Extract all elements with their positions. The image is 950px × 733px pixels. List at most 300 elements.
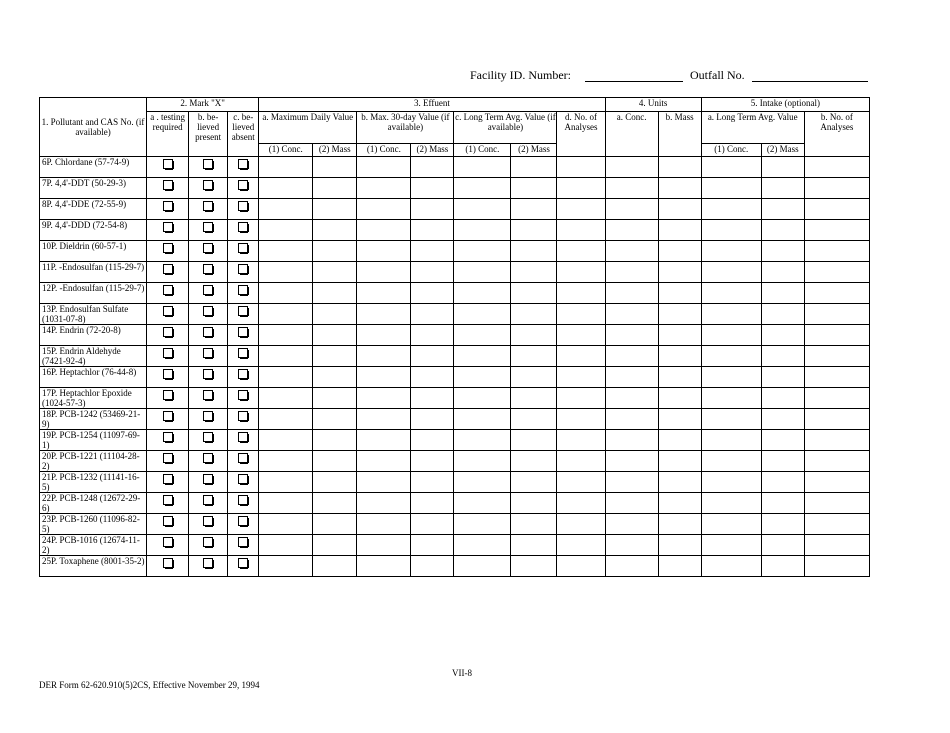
value-cell[interactable] <box>701 535 761 556</box>
value-cell[interactable] <box>259 388 313 409</box>
value-cell[interactable] <box>804 514 869 535</box>
value-cell[interactable] <box>605 367 658 388</box>
value-cell[interactable] <box>511 535 557 556</box>
value-cell[interactable] <box>511 451 557 472</box>
value-cell[interactable] <box>259 241 313 262</box>
value-cell[interactable] <box>761 430 804 451</box>
value-cell[interactable] <box>701 346 761 367</box>
value-cell[interactable] <box>411 430 454 451</box>
value-cell[interactable] <box>313 178 357 199</box>
value-cell[interactable] <box>259 472 313 493</box>
value-cell[interactable] <box>761 304 804 325</box>
value-cell[interactable] <box>761 367 804 388</box>
value-cell[interactable] <box>605 283 658 304</box>
value-cell[interactable] <box>804 325 869 346</box>
value-cell[interactable] <box>313 451 357 472</box>
value-cell[interactable] <box>701 409 761 430</box>
value-cell[interactable] <box>357 325 411 346</box>
value-cell[interactable] <box>357 409 411 430</box>
believed-absent-checkbox[interactable] <box>238 180 248 190</box>
believed-present-checkbox[interactable] <box>203 264 213 274</box>
value-cell[interactable] <box>313 388 357 409</box>
value-cell[interactable] <box>658 535 701 556</box>
believed-present-checkbox[interactable] <box>203 453 213 463</box>
testing-required-checkbox[interactable] <box>163 558 173 568</box>
value-cell[interactable] <box>557 514 605 535</box>
value-cell[interactable] <box>557 304 605 325</box>
value-cell[interactable] <box>259 178 313 199</box>
value-cell[interactable] <box>804 199 869 220</box>
value-cell[interactable] <box>804 451 869 472</box>
value-cell[interactable] <box>658 388 701 409</box>
value-cell[interactable] <box>605 199 658 220</box>
value-cell[interactable] <box>658 409 701 430</box>
value-cell[interactable] <box>557 157 605 178</box>
value-cell[interactable] <box>804 556 869 577</box>
value-cell[interactable] <box>313 304 357 325</box>
value-cell[interactable] <box>411 220 454 241</box>
value-cell[interactable] <box>411 367 454 388</box>
value-cell[interactable] <box>411 283 454 304</box>
value-cell[interactable] <box>511 346 557 367</box>
testing-required-checkbox[interactable] <box>163 180 173 190</box>
value-cell[interactable] <box>259 409 313 430</box>
value-cell[interactable] <box>357 451 411 472</box>
value-cell[interactable] <box>511 199 557 220</box>
believed-present-checkbox[interactable] <box>203 348 213 358</box>
value-cell[interactable] <box>357 430 411 451</box>
value-cell[interactable] <box>658 346 701 367</box>
value-cell[interactable] <box>511 241 557 262</box>
outfall-field[interactable] <box>752 81 868 82</box>
value-cell[interactable] <box>454 409 511 430</box>
value-cell[interactable] <box>605 178 658 199</box>
value-cell[interactable] <box>411 241 454 262</box>
value-cell[interactable] <box>557 178 605 199</box>
value-cell[interactable] <box>313 472 357 493</box>
value-cell[interactable] <box>605 157 658 178</box>
value-cell[interactable] <box>511 367 557 388</box>
value-cell[interactable] <box>511 409 557 430</box>
value-cell[interactable] <box>313 346 357 367</box>
value-cell[interactable] <box>511 304 557 325</box>
believed-absent-checkbox[interactable] <box>238 348 248 358</box>
value-cell[interactable] <box>761 556 804 577</box>
believed-present-checkbox[interactable] <box>203 327 213 337</box>
believed-absent-checkbox[interactable] <box>238 516 248 526</box>
testing-required-checkbox[interactable] <box>163 474 173 484</box>
value-cell[interactable] <box>411 346 454 367</box>
value-cell[interactable] <box>658 157 701 178</box>
value-cell[interactable] <box>357 514 411 535</box>
value-cell[interactable] <box>605 514 658 535</box>
value-cell[interactable] <box>605 430 658 451</box>
value-cell[interactable] <box>761 262 804 283</box>
value-cell[interactable] <box>701 556 761 577</box>
facility-id-field[interactable] <box>585 81 683 82</box>
believed-absent-checkbox[interactable] <box>238 264 248 274</box>
value-cell[interactable] <box>313 367 357 388</box>
value-cell[interactable] <box>761 178 804 199</box>
believed-present-checkbox[interactable] <box>203 537 213 547</box>
value-cell[interactable] <box>701 199 761 220</box>
value-cell[interactable] <box>804 220 869 241</box>
value-cell[interactable] <box>605 262 658 283</box>
value-cell[interactable] <box>557 262 605 283</box>
value-cell[interactable] <box>357 346 411 367</box>
value-cell[interactable] <box>658 472 701 493</box>
value-cell[interactable] <box>658 556 701 577</box>
value-cell[interactable] <box>313 514 357 535</box>
value-cell[interactable] <box>454 157 511 178</box>
believed-present-checkbox[interactable] <box>203 474 213 484</box>
value-cell[interactable] <box>259 514 313 535</box>
value-cell[interactable] <box>761 241 804 262</box>
value-cell[interactable] <box>761 409 804 430</box>
value-cell[interactable] <box>259 283 313 304</box>
value-cell[interactable] <box>313 325 357 346</box>
testing-required-checkbox[interactable] <box>163 222 173 232</box>
value-cell[interactable] <box>701 514 761 535</box>
value-cell[interactable] <box>259 157 313 178</box>
value-cell[interactable] <box>259 493 313 514</box>
believed-present-checkbox[interactable] <box>203 369 213 379</box>
testing-required-checkbox[interactable] <box>163 411 173 421</box>
believed-absent-checkbox[interactable] <box>238 159 248 169</box>
value-cell[interactable] <box>658 367 701 388</box>
value-cell[interactable] <box>454 262 511 283</box>
value-cell[interactable] <box>804 283 869 304</box>
value-cell[interactable] <box>313 493 357 514</box>
value-cell[interactable] <box>701 451 761 472</box>
value-cell[interactable] <box>357 304 411 325</box>
value-cell[interactable] <box>761 199 804 220</box>
value-cell[interactable] <box>454 472 511 493</box>
value-cell[interactable] <box>357 220 411 241</box>
value-cell[interactable] <box>701 262 761 283</box>
believed-present-checkbox[interactable] <box>203 390 213 400</box>
value-cell[interactable] <box>259 199 313 220</box>
value-cell[interactable] <box>658 304 701 325</box>
value-cell[interactable] <box>511 472 557 493</box>
believed-absent-checkbox[interactable] <box>238 558 248 568</box>
value-cell[interactable] <box>357 283 411 304</box>
value-cell[interactable] <box>511 178 557 199</box>
value-cell[interactable] <box>511 388 557 409</box>
value-cell[interactable] <box>701 472 761 493</box>
believed-present-checkbox[interactable] <box>203 411 213 421</box>
value-cell[interactable] <box>259 346 313 367</box>
value-cell[interactable] <box>605 220 658 241</box>
value-cell[interactable] <box>761 283 804 304</box>
value-cell[interactable] <box>411 157 454 178</box>
testing-required-checkbox[interactable] <box>163 327 173 337</box>
value-cell[interactable] <box>658 199 701 220</box>
believed-absent-checkbox[interactable] <box>238 432 248 442</box>
value-cell[interactable] <box>357 199 411 220</box>
believed-absent-checkbox[interactable] <box>238 495 248 505</box>
value-cell[interactable] <box>259 367 313 388</box>
value-cell[interactable] <box>313 556 357 577</box>
testing-required-checkbox[interactable] <box>163 348 173 358</box>
value-cell[interactable] <box>761 514 804 535</box>
value-cell[interactable] <box>761 388 804 409</box>
value-cell[interactable] <box>557 472 605 493</box>
value-cell[interactable] <box>259 262 313 283</box>
value-cell[interactable] <box>804 178 869 199</box>
value-cell[interactable] <box>511 556 557 577</box>
value-cell[interactable] <box>454 325 511 346</box>
value-cell[interactable] <box>761 157 804 178</box>
value-cell[interactable] <box>454 556 511 577</box>
value-cell[interactable] <box>411 178 454 199</box>
testing-required-checkbox[interactable] <box>163 516 173 526</box>
value-cell[interactable] <box>411 304 454 325</box>
testing-required-checkbox[interactable] <box>163 306 173 316</box>
testing-required-checkbox[interactable] <box>163 264 173 274</box>
value-cell[interactable] <box>454 514 511 535</box>
value-cell[interactable] <box>357 367 411 388</box>
value-cell[interactable] <box>511 157 557 178</box>
value-cell[interactable] <box>701 241 761 262</box>
value-cell[interactable] <box>557 556 605 577</box>
value-cell[interactable] <box>804 304 869 325</box>
believed-present-checkbox[interactable] <box>203 558 213 568</box>
value-cell[interactable] <box>804 367 869 388</box>
value-cell[interactable] <box>605 556 658 577</box>
value-cell[interactable] <box>658 430 701 451</box>
value-cell[interactable] <box>313 535 357 556</box>
value-cell[interactable] <box>313 199 357 220</box>
testing-required-checkbox[interactable] <box>163 159 173 169</box>
value-cell[interactable] <box>804 388 869 409</box>
testing-required-checkbox[interactable] <box>163 201 173 211</box>
value-cell[interactable] <box>761 346 804 367</box>
value-cell[interactable] <box>313 283 357 304</box>
value-cell[interactable] <box>605 346 658 367</box>
value-cell[interactable] <box>511 283 557 304</box>
value-cell[interactable] <box>313 220 357 241</box>
believed-present-checkbox[interactable] <box>203 243 213 253</box>
value-cell[interactable] <box>557 451 605 472</box>
value-cell[interactable] <box>411 409 454 430</box>
testing-required-checkbox[interactable] <box>163 495 173 505</box>
value-cell[interactable] <box>761 493 804 514</box>
value-cell[interactable] <box>658 241 701 262</box>
believed-absent-checkbox[interactable] <box>238 390 248 400</box>
value-cell[interactable] <box>454 304 511 325</box>
believed-absent-checkbox[interactable] <box>238 222 248 232</box>
value-cell[interactable] <box>761 472 804 493</box>
value-cell[interactable] <box>658 283 701 304</box>
value-cell[interactable] <box>701 304 761 325</box>
believed-absent-checkbox[interactable] <box>238 285 248 295</box>
testing-required-checkbox[interactable] <box>163 537 173 547</box>
believed-absent-checkbox[interactable] <box>238 474 248 484</box>
value-cell[interactable] <box>259 430 313 451</box>
testing-required-checkbox[interactable] <box>163 243 173 253</box>
believed-absent-checkbox[interactable] <box>238 411 248 421</box>
value-cell[interactable] <box>259 220 313 241</box>
value-cell[interactable] <box>557 241 605 262</box>
value-cell[interactable] <box>701 220 761 241</box>
value-cell[interactable] <box>658 514 701 535</box>
value-cell[interactable] <box>701 388 761 409</box>
value-cell[interactable] <box>511 514 557 535</box>
value-cell[interactable] <box>511 430 557 451</box>
value-cell[interactable] <box>454 178 511 199</box>
value-cell[interactable] <box>454 451 511 472</box>
value-cell[interactable] <box>557 367 605 388</box>
value-cell[interactable] <box>411 199 454 220</box>
value-cell[interactable] <box>804 409 869 430</box>
value-cell[interactable] <box>701 178 761 199</box>
believed-present-checkbox[interactable] <box>203 222 213 232</box>
value-cell[interactable] <box>454 493 511 514</box>
value-cell[interactable] <box>357 262 411 283</box>
value-cell[interactable] <box>804 493 869 514</box>
value-cell[interactable] <box>605 535 658 556</box>
value-cell[interactable] <box>357 241 411 262</box>
value-cell[interactable] <box>701 325 761 346</box>
believed-present-checkbox[interactable] <box>203 495 213 505</box>
believed-absent-checkbox[interactable] <box>238 243 248 253</box>
believed-present-checkbox[interactable] <box>203 201 213 211</box>
value-cell[interactable] <box>511 325 557 346</box>
value-cell[interactable] <box>313 409 357 430</box>
value-cell[interactable] <box>411 451 454 472</box>
value-cell[interactable] <box>804 241 869 262</box>
value-cell[interactable] <box>761 220 804 241</box>
value-cell[interactable] <box>557 409 605 430</box>
believed-absent-checkbox[interactable] <box>238 537 248 547</box>
value-cell[interactable] <box>357 388 411 409</box>
value-cell[interactable] <box>804 262 869 283</box>
believed-present-checkbox[interactable] <box>203 285 213 295</box>
value-cell[interactable] <box>605 325 658 346</box>
value-cell[interactable] <box>557 493 605 514</box>
value-cell[interactable] <box>557 388 605 409</box>
value-cell[interactable] <box>511 493 557 514</box>
value-cell[interactable] <box>454 367 511 388</box>
value-cell[interactable] <box>357 178 411 199</box>
value-cell[interactable] <box>761 451 804 472</box>
value-cell[interactable] <box>411 493 454 514</box>
value-cell[interactable] <box>259 451 313 472</box>
value-cell[interactable] <box>701 430 761 451</box>
testing-required-checkbox[interactable] <box>163 369 173 379</box>
testing-required-checkbox[interactable] <box>163 285 173 295</box>
value-cell[interactable] <box>557 220 605 241</box>
value-cell[interactable] <box>454 283 511 304</box>
value-cell[interactable] <box>411 556 454 577</box>
believed-present-checkbox[interactable] <box>203 159 213 169</box>
believed-present-checkbox[interactable] <box>203 306 213 316</box>
value-cell[interactable] <box>701 367 761 388</box>
value-cell[interactable] <box>411 262 454 283</box>
value-cell[interactable] <box>313 157 357 178</box>
value-cell[interactable] <box>411 514 454 535</box>
value-cell[interactable] <box>605 472 658 493</box>
value-cell[interactable] <box>605 493 658 514</box>
value-cell[interactable] <box>313 430 357 451</box>
value-cell[interactable] <box>511 220 557 241</box>
believed-present-checkbox[interactable] <box>203 516 213 526</box>
value-cell[interactable] <box>658 220 701 241</box>
value-cell[interactable] <box>804 535 869 556</box>
value-cell[interactable] <box>605 409 658 430</box>
value-cell[interactable] <box>411 388 454 409</box>
value-cell[interactable] <box>701 157 761 178</box>
value-cell[interactable] <box>605 388 658 409</box>
value-cell[interactable] <box>454 241 511 262</box>
believed-present-checkbox[interactable] <box>203 432 213 442</box>
value-cell[interactable] <box>411 472 454 493</box>
testing-required-checkbox[interactable] <box>163 453 173 463</box>
value-cell[interactable] <box>259 535 313 556</box>
value-cell[interactable] <box>511 262 557 283</box>
value-cell[interactable] <box>804 346 869 367</box>
believed-present-checkbox[interactable] <box>203 180 213 190</box>
value-cell[interactable] <box>701 493 761 514</box>
value-cell[interactable] <box>454 388 511 409</box>
believed-absent-checkbox[interactable] <box>238 306 248 316</box>
value-cell[interactable] <box>557 346 605 367</box>
value-cell[interactable] <box>313 241 357 262</box>
value-cell[interactable] <box>411 535 454 556</box>
believed-absent-checkbox[interactable] <box>238 453 248 463</box>
value-cell[interactable] <box>658 325 701 346</box>
testing-required-checkbox[interactable] <box>163 432 173 442</box>
believed-absent-checkbox[interactable] <box>238 369 248 379</box>
value-cell[interactable] <box>701 283 761 304</box>
testing-required-checkbox[interactable] <box>163 390 173 400</box>
value-cell[interactable] <box>557 430 605 451</box>
value-cell[interactable] <box>605 451 658 472</box>
value-cell[interactable] <box>454 346 511 367</box>
value-cell[interactable] <box>658 493 701 514</box>
value-cell[interactable] <box>454 430 511 451</box>
value-cell[interactable] <box>761 535 804 556</box>
value-cell[interactable] <box>454 220 511 241</box>
value-cell[interactable] <box>454 199 511 220</box>
value-cell[interactable] <box>357 556 411 577</box>
value-cell[interactable] <box>804 157 869 178</box>
value-cell[interactable] <box>658 178 701 199</box>
value-cell[interactable] <box>605 241 658 262</box>
value-cell[interactable] <box>761 325 804 346</box>
value-cell[interactable] <box>804 472 869 493</box>
believed-absent-checkbox[interactable] <box>238 201 248 211</box>
value-cell[interactable] <box>357 472 411 493</box>
value-cell[interactable] <box>557 535 605 556</box>
value-cell[interactable] <box>259 556 313 577</box>
value-cell[interactable] <box>557 283 605 304</box>
value-cell[interactable] <box>411 325 454 346</box>
value-cell[interactable] <box>357 535 411 556</box>
value-cell[interactable] <box>259 304 313 325</box>
value-cell[interactable] <box>357 157 411 178</box>
value-cell[interactable] <box>313 262 357 283</box>
value-cell[interactable] <box>605 304 658 325</box>
value-cell[interactable] <box>454 535 511 556</box>
value-cell[interactable] <box>658 262 701 283</box>
value-cell[interactable] <box>557 325 605 346</box>
value-cell[interactable] <box>804 430 869 451</box>
value-cell[interactable] <box>557 199 605 220</box>
believed-absent-checkbox[interactable] <box>238 327 248 337</box>
value-cell[interactable] <box>357 493 411 514</box>
